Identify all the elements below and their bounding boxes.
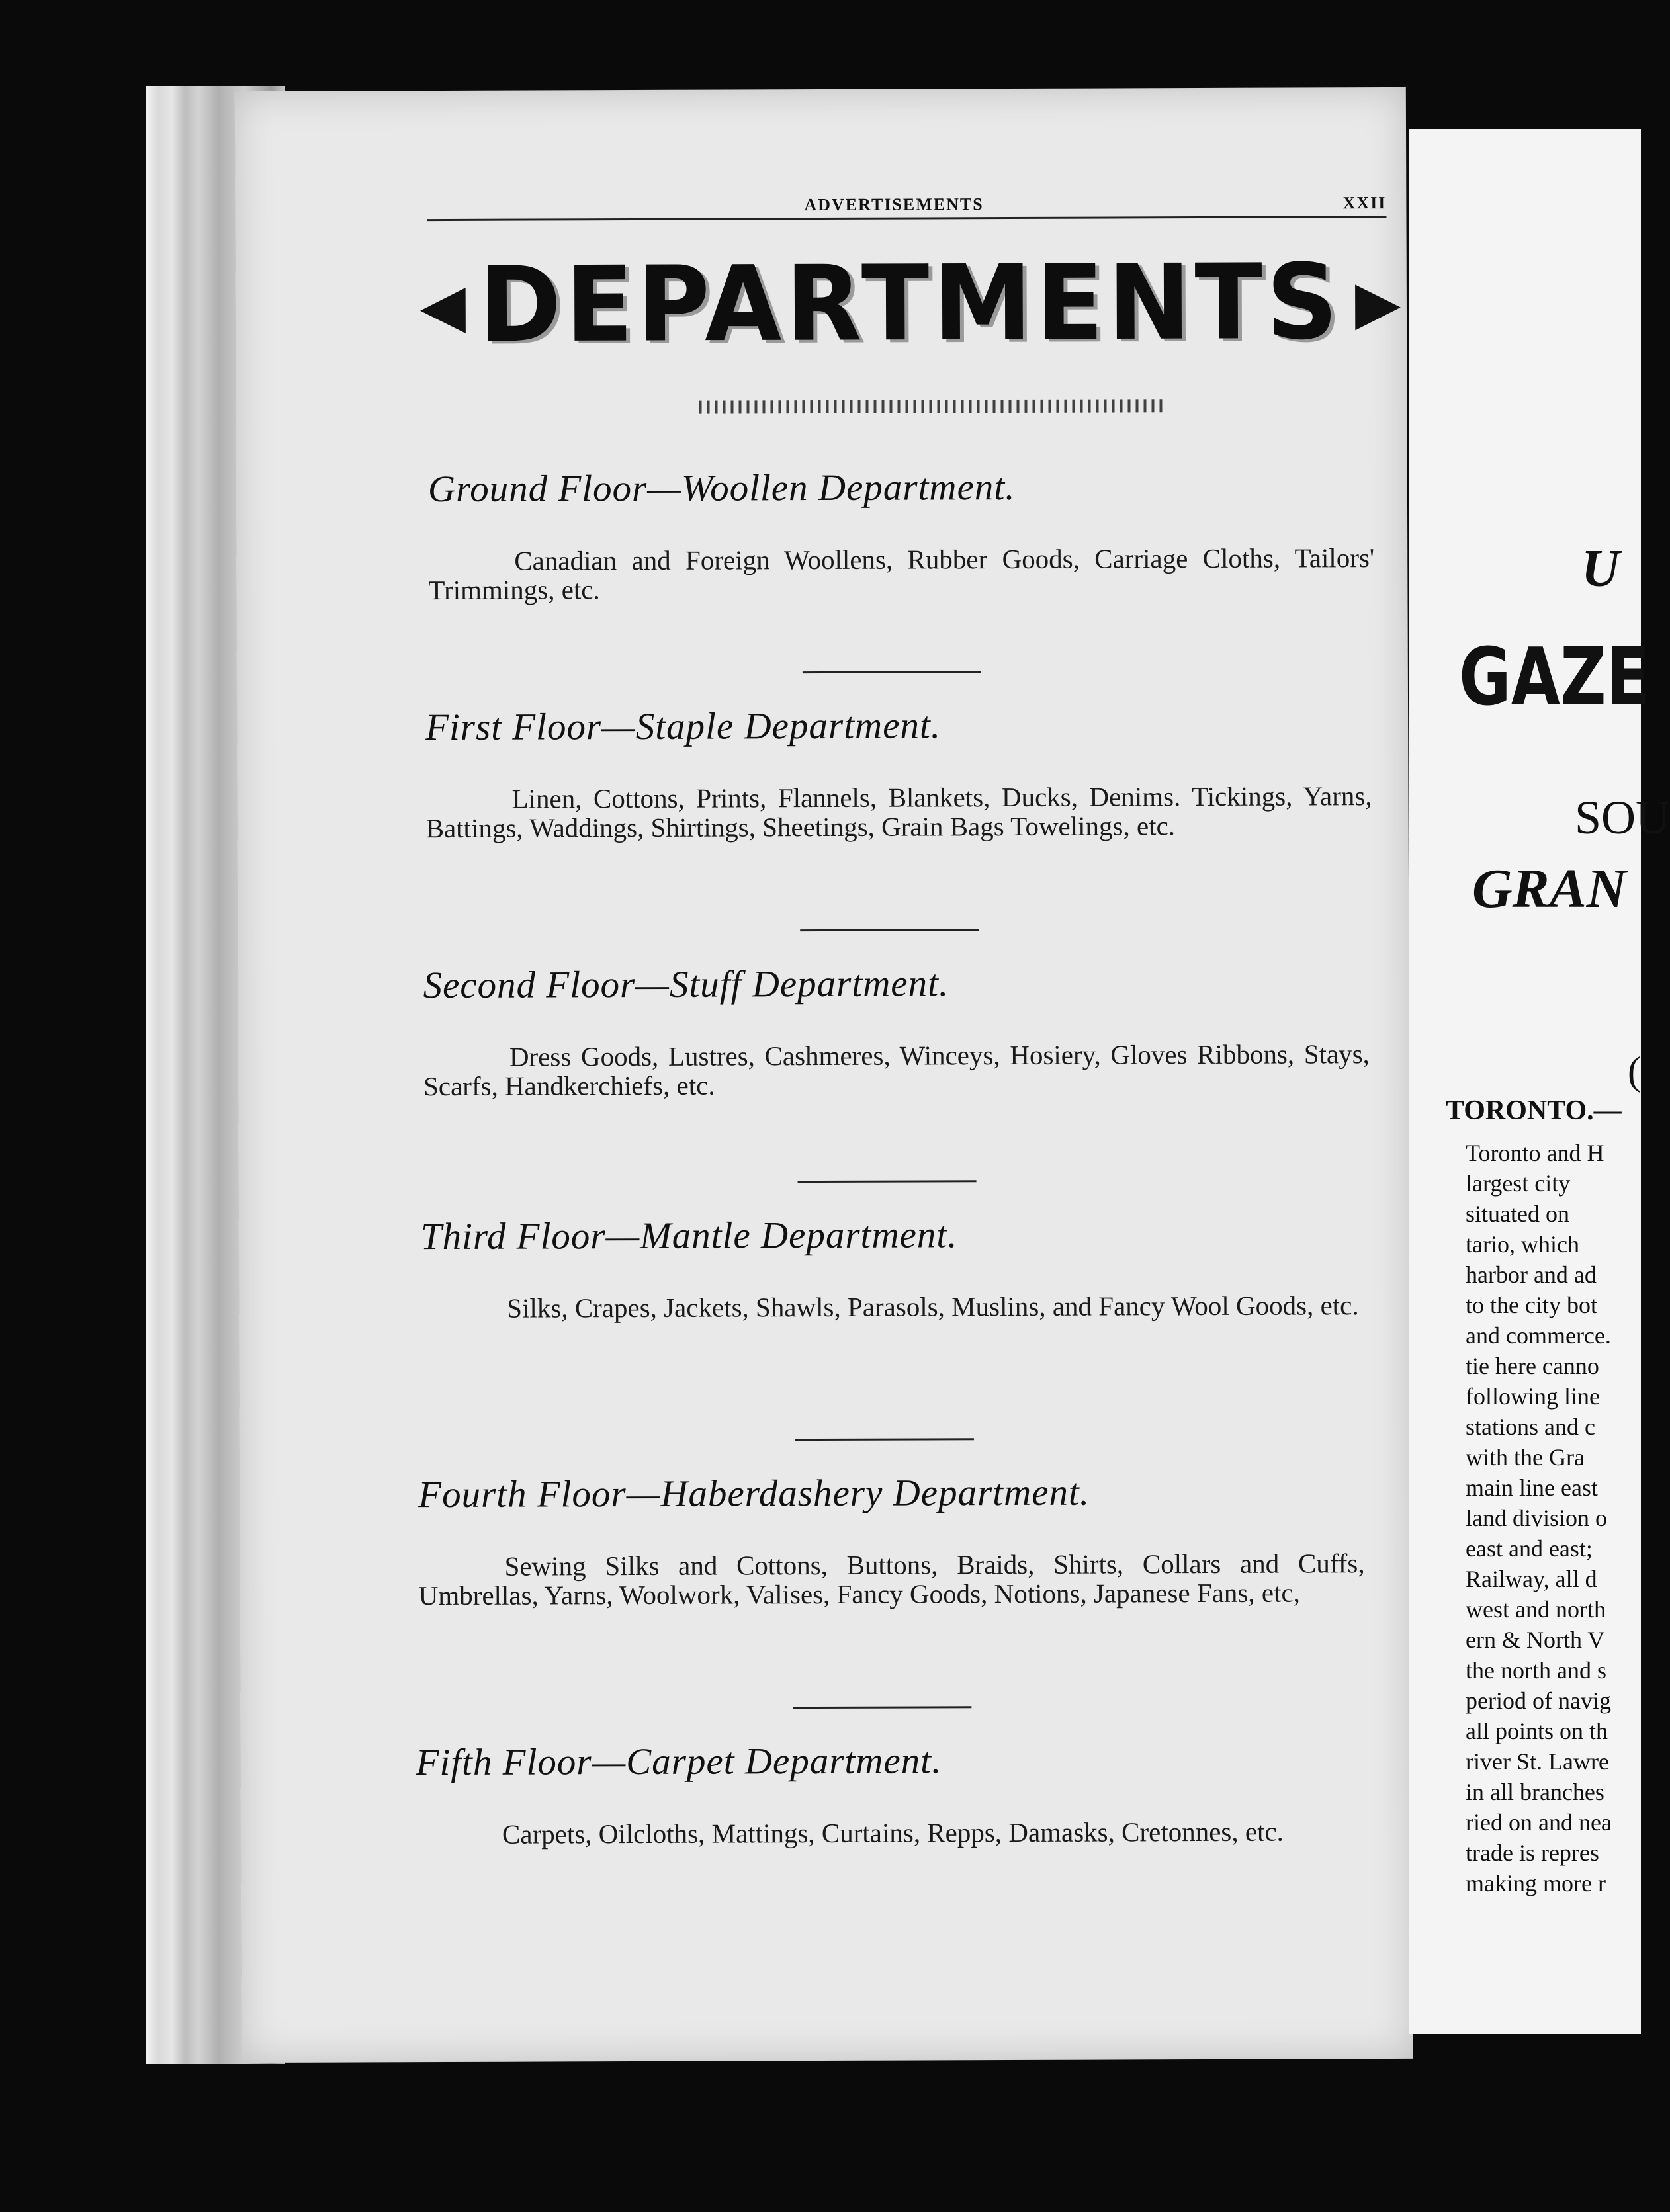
column-line: to the city bot	[1466, 1292, 1597, 1318]
right-page-heading: TORONTO.—	[1446, 1095, 1622, 1126]
header-section: ADVERTISEMENTS	[804, 194, 984, 215]
column-line: following line	[1466, 1383, 1600, 1410]
right-page-column	[1466, 1138, 1612, 1898]
column-line: and commerce.	[1466, 1322, 1611, 1349]
department-title: First Floor—Staple Department.	[425, 704, 942, 749]
right-page-heading: SOU	[1575, 791, 1670, 844]
column-line: all points on th	[1466, 1718, 1608, 1744]
ornament-right-icon: ▶	[1354, 270, 1401, 336]
department-section	[421, 1212, 1368, 1323]
column-line: harbor and ad	[1466, 1261, 1597, 1288]
column-line: tario, which	[1466, 1231, 1579, 1257]
column-line: Railway, all d	[1466, 1566, 1597, 1592]
department-description: Carpets, Oilcloths, Mattings, Curtains, Repps, Damasks, Cretonnes, etc.	[502, 1816, 1284, 1850]
department-section	[423, 960, 1370, 1101]
department-section	[418, 1470, 1365, 1610]
department-title: Second Floor—Stuff Department.	[423, 962, 949, 1007]
column-line: situated on	[1466, 1201, 1569, 1227]
right-page-text: (	[1628, 1049, 1641, 1093]
running-header	[427, 193, 1386, 221]
title-banner	[408, 241, 1414, 366]
right-page-heading: GAZE	[1459, 632, 1650, 724]
department-section	[425, 702, 1372, 843]
department-title: Third Floor—Mantle Department.	[420, 1214, 958, 1258]
column-line: tie here canno	[1466, 1353, 1599, 1379]
left-page	[235, 87, 1413, 2063]
column-line: with the Gra	[1466, 1444, 1585, 1470]
department-description: Silks, Crapes, Jackets, Shawls, Parasols, Muslins, and Fancy Wool Goods, etc.	[507, 1290, 1359, 1324]
column-line: river St. Lawre	[1466, 1748, 1609, 1775]
column-line: land division o	[1466, 1505, 1607, 1531]
divider	[793, 1706, 971, 1709]
department-title: Ground Floor—Woollen Department.	[427, 466, 1016, 511]
column-line: west and north	[1466, 1596, 1606, 1623]
divider	[795, 1438, 974, 1441]
page-number: XXII	[1342, 193, 1387, 213]
column-line: east and east;	[1466, 1535, 1593, 1562]
department-description: Dress Goods, Lustres, Cashmeres, Winceys, Hosiery, Gloves Ribbons, Stays, Scarfs, Handkerchiefs, etc.	[423, 1039, 1370, 1102]
decorative-border	[699, 399, 1162, 413]
column-line: ried on and nea	[1466, 1809, 1612, 1836]
department-section	[428, 464, 1375, 605]
column-line: largest city	[1466, 1170, 1571, 1197]
column-line: Toronto and H	[1466, 1140, 1604, 1166]
column-line: trade is repres	[1466, 1840, 1599, 1866]
column-line: main line east	[1466, 1474, 1598, 1501]
department-description: Canadian and Foreign Woollens, Rubber Goods, Carriage Cloths, Tailors' Trimmings, etc.	[428, 542, 1375, 606]
department-section	[416, 1738, 1363, 1849]
divider	[798, 1180, 977, 1183]
right-page	[1409, 129, 1670, 2034]
page-title: DEPARTMENTS	[478, 241, 1342, 366]
column-line: stations and c	[1466, 1414, 1595, 1440]
column-line: the north and s	[1466, 1657, 1606, 1683]
column-line: ern & North V	[1466, 1627, 1605, 1653]
department-description: Sewing Silks and Cottons, Buttons, Braids, Shirts, Collars and Cuffs, Umbrellas, Yarns, Woolwork, Valises, Fancy Goods, Notions, Japanese Fans, etc,	[418, 1548, 1365, 1611]
divider	[800, 929, 979, 931]
divider	[803, 671, 981, 673]
ornament-left-icon: ◀	[419, 273, 466, 339]
department-description: Linen, Cottons, Prints, Flannels, Blankets, Ducks, Denims. Tickings, Yarns, Battings, Waddings, Shirtings, Sheetings, Grain Bags Towelings, etc.	[425, 781, 1372, 844]
column-line: period of navig	[1466, 1687, 1611, 1714]
department-title: Fifth Floor—Carpet Department.	[416, 1740, 942, 1784]
column-line: making more r	[1466, 1870, 1606, 1896]
right-page-heading: U	[1581, 540, 1620, 598]
department-title: Fourth Floor—Haberdashery Department.	[418, 1471, 1090, 1516]
column-line: in all branches	[1466, 1779, 1604, 1805]
right-page-heading: GRAN	[1472, 858, 1627, 919]
